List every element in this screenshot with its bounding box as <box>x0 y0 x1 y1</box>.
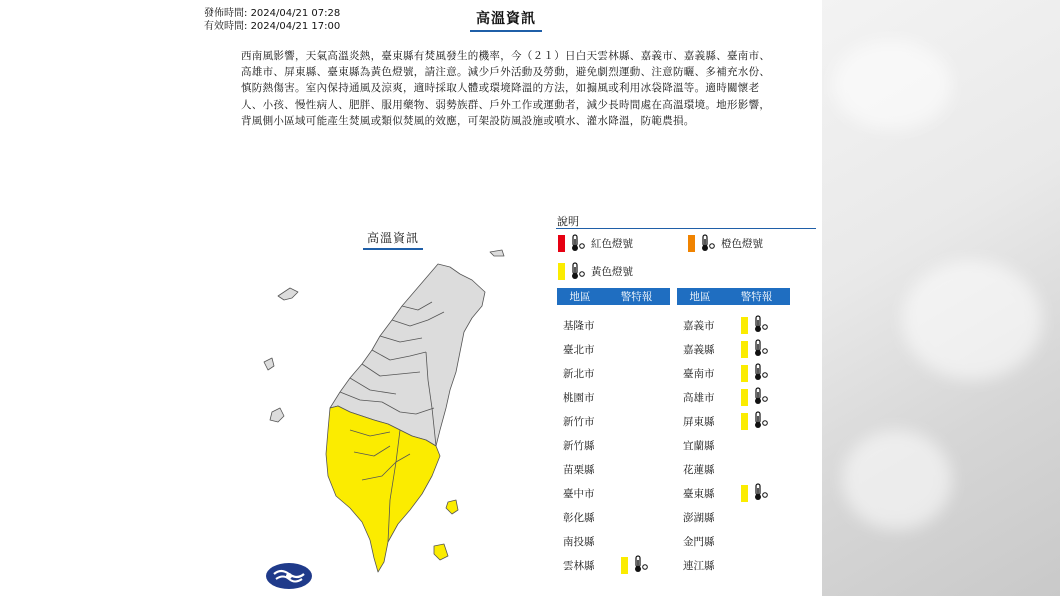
table-header-right <box>677 288 790 305</box>
yellow-swatch <box>741 413 748 430</box>
table-row <box>683 556 741 574</box>
time-info <box>204 7 340 33</box>
table-row <box>683 340 769 358</box>
map-island-matsu <box>490 250 504 256</box>
region-name: 新竹縣 <box>563 439 595 452</box>
table-row <box>563 340 621 358</box>
yellow-warning <box>741 339 769 360</box>
region-name: 臺中市 <box>563 487 595 500</box>
orange-swatch <box>688 235 695 252</box>
yellow-warning <box>741 387 769 408</box>
region-name: 臺北市 <box>563 343 595 356</box>
map-island-kinmen <box>278 288 298 300</box>
cwa-logo <box>265 562 313 590</box>
region-name: 桃園市 <box>563 391 595 404</box>
table-row <box>563 532 621 550</box>
thermometer-sun-icon <box>633 555 649 576</box>
table-row <box>683 412 769 430</box>
thermometer-sun-icon <box>753 315 769 336</box>
thermometer-sun-icon <box>753 411 769 432</box>
region-name: 嘉義縣 <box>683 343 715 356</box>
table-row <box>683 316 769 334</box>
legend-orange-label: 橙色燈號 <box>721 237 763 250</box>
thermometer-sun-icon <box>570 234 586 252</box>
map-title: 高溫資訊 <box>363 229 423 250</box>
thermometer-sun-icon <box>570 262 586 280</box>
yellow-warning <box>621 555 649 576</box>
yellow-swatch <box>741 341 748 358</box>
region-name: 新北市 <box>563 367 595 380</box>
yellow-swatch <box>741 317 748 334</box>
table-row <box>683 484 769 502</box>
valid-time: 2024/04/21 17:00 <box>250 21 341 32</box>
taiwan-map <box>250 240 510 580</box>
table-row <box>683 364 769 382</box>
legend-orange <box>688 234 763 252</box>
thermometer-sun-icon <box>753 339 769 360</box>
col-warning-header: 警特報 <box>740 291 773 303</box>
left-margin <box>0 0 190 596</box>
table-row <box>683 436 741 454</box>
table-row <box>563 364 621 382</box>
table-row <box>563 556 649 574</box>
table-row <box>683 532 741 550</box>
region-name: 屏東縣 <box>683 415 715 428</box>
yellow-warning <box>741 483 769 504</box>
table-row <box>563 388 621 406</box>
table-row <box>563 436 621 454</box>
region-name: 宜蘭縣 <box>683 439 715 452</box>
table-row <box>683 388 769 406</box>
region-name: 澎湖縣 <box>683 511 715 524</box>
region-name: 臺東縣 <box>683 487 715 500</box>
legend-divider <box>556 228 816 229</box>
issue-time-label: 發佈時間: <box>204 8 248 19</box>
valid-time-label: 有效時間: <box>204 21 248 32</box>
region-name: 金門縣 <box>683 535 715 548</box>
region-name: 高雄市 <box>683 391 715 404</box>
region-name: 雲林縣 <box>563 559 595 572</box>
yellow-swatch <box>741 485 748 502</box>
yellow-warning <box>741 363 769 384</box>
right-backdrop <box>822 0 1060 596</box>
region-name: 嘉義市 <box>683 319 715 332</box>
region-name: 苗栗縣 <box>563 463 595 476</box>
yellow-swatch <box>558 263 565 280</box>
col-warning-header: 警特報 <box>620 291 653 303</box>
yellow-warning <box>741 411 769 432</box>
yellow-swatch <box>741 389 748 406</box>
region-name: 新竹市 <box>563 415 595 428</box>
table-row <box>683 508 741 526</box>
region-name: 連江縣 <box>683 559 715 572</box>
region-name: 南投縣 <box>563 535 595 548</box>
region-name: 彰化縣 <box>563 511 595 524</box>
map-island-orchid <box>434 544 448 560</box>
page-title: 高溫資訊 <box>470 8 542 32</box>
thermometer-sun-icon <box>753 363 769 384</box>
thermometer-sun-icon <box>753 387 769 408</box>
legend-title: 說明 <box>557 215 579 228</box>
table-row <box>563 508 621 526</box>
col-region-header: 地區 <box>569 291 591 303</box>
table-row <box>563 316 621 334</box>
thermometer-sun-icon <box>700 234 716 252</box>
legend-red-label: 紅色燈號 <box>591 237 633 250</box>
table-header-left <box>557 288 670 305</box>
legend-yellow-label: 黃色燈號 <box>591 265 633 278</box>
table-row <box>563 412 621 430</box>
advisory-text: 西南風影響，天氣高溫炎熱，臺東縣有焚風發生的機率，今（２１）日白天雲林縣、嘉義市、嘉義縣、臺南市、高雄市、屏東縣、臺東縣為黃色燈號，請注意。減少戶外活動及勞動，避免劇烈運動、注意防曬、多補充水份、慎防熱傷害。室內保持通風及涼爽，適時採取人體或環境降溫的方法，如搧風或利用冰袋降溫等。適時關懷老人、小孩、慢性病人、肥胖、服用藥物、弱勢族群、戶外工作或運動者，減少長時間處在高溫環境。地形影響，背風側小區域可能產生焚風或類似焚風的效應，可架設防風設施或噴水、灌水降溫，防範農損。 <box>241 50 771 127</box>
legend-red <box>558 234 633 252</box>
yellow-swatch <box>741 365 748 382</box>
col-region-header: 地區 <box>689 291 711 303</box>
region-name: 基隆市 <box>563 319 595 332</box>
issue-time: 2024/04/21 07:28 <box>250 8 341 19</box>
table-row <box>683 460 741 478</box>
map-island-penghu <box>264 358 274 370</box>
red-swatch <box>558 235 565 252</box>
region-name: 臺南市 <box>683 367 715 380</box>
thermometer-sun-icon <box>753 483 769 504</box>
yellow-swatch <box>621 557 628 574</box>
table-row <box>563 484 621 502</box>
map-island-penghu-2 <box>270 408 284 422</box>
legend-yellow <box>558 262 633 280</box>
table-row <box>563 460 621 478</box>
map-island-green <box>446 500 458 514</box>
region-name: 花蓮縣 <box>683 463 715 476</box>
yellow-warning <box>741 315 769 336</box>
